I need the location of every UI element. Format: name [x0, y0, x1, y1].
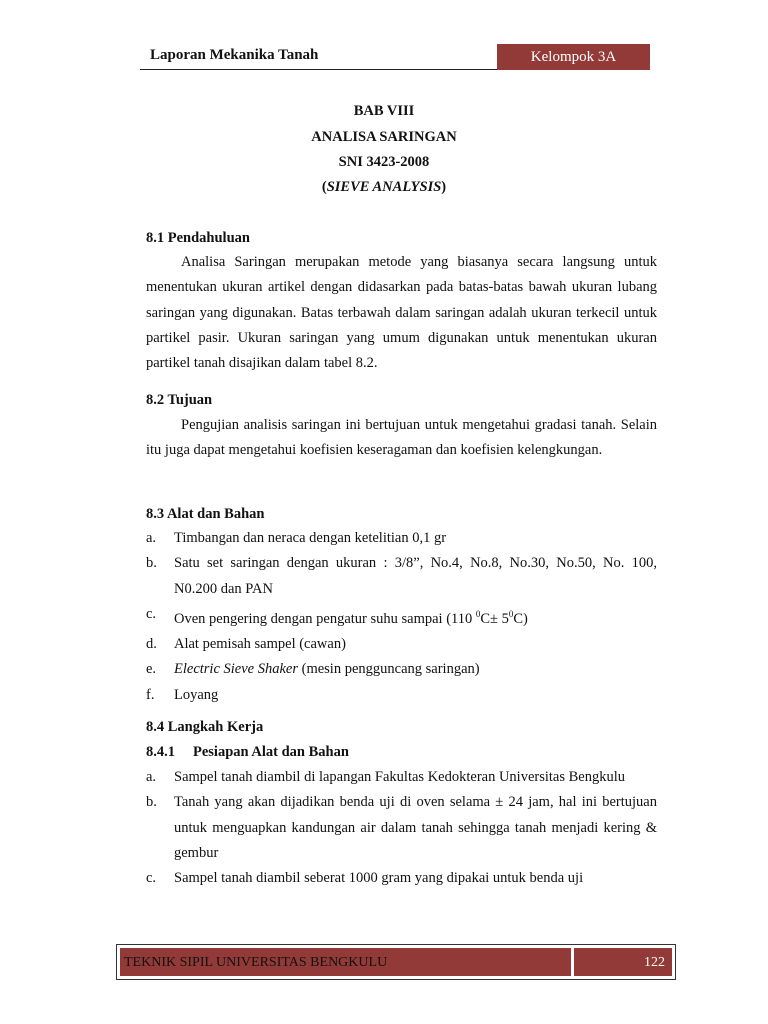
subsection-title: Pesiapan Alat dan Bahan [193, 744, 349, 760]
list-item-text: Sampel tanah diambil seberat 1000 gram yang dipakai untuk benda uji [174, 870, 584, 887]
list-item-text: (mesin pengguncang saringan) [298, 661, 480, 678]
header-group-badge [497, 44, 650, 70]
list-item-text: Tanah yang akan dijadikan benda uji di oven selama ± 24 jam, hal ini bertujuan untuk menguapkan kandungan air dalam tanah sehingga tanah menjadi kering & gembur [174, 794, 657, 861]
equipment-list [146, 526, 657, 708]
list-item-text: Timbangan dan neraca dengan ketelitian 0,1 gr [174, 530, 447, 546]
chapter-subtitle: (SIEVE ANALYSIS) [321, 179, 447, 195]
chapter-subtitle-italic: SIEVE ANALYSIS [326, 179, 442, 195]
subsection-heading-8-4-1 [146, 744, 349, 761]
subsection-number: 8.4.1 [146, 744, 175, 760]
list-item-text: Loyang [174, 686, 219, 703]
superscript-degree: 0 [508, 608, 514, 619]
footer-institution: TEKNIK SIPIL UNIVERSITAS BENGKULU [124, 955, 388, 970]
list-item [146, 632, 657, 657]
chapter-title: ANALISA SARINGAN [311, 129, 457, 145]
list-marker: c. [146, 870, 157, 887]
list-marker: d. [146, 636, 157, 653]
chapter-number: BAB VIII [353, 103, 415, 119]
list-item-text: Sampel tanah diambil di lapangan Fakultas Kedokteran Universitas Bengkulu [174, 769, 626, 785]
header-underline [140, 69, 498, 70]
chapter-standard: SNI 3423-2008 [338, 154, 430, 170]
list-marker: f. [146, 686, 155, 703]
group-label: Kelompok 3A [530, 48, 617, 65]
list-marker: e. [146, 661, 157, 678]
section-heading-8-1: 8.1 Pendahuluan [146, 230, 250, 246]
procedure-list [146, 765, 657, 891]
header-title: Laporan Mekanika Tanah [150, 47, 319, 63]
footer [116, 944, 676, 980]
list-item [146, 866, 657, 891]
page-number: 122 [644, 955, 665, 970]
list-item [146, 683, 657, 708]
list-marker: a. [146, 769, 157, 785]
list-item-text: Oven pengering dengan pengatur suhu sampai (110 $^0C\pm 5^0C$) [174, 608, 528, 627]
list-marker: a. [146, 530, 157, 546]
list-item-italic: Electric Sieve Shaker [174, 661, 298, 678]
list-marker: b. [146, 794, 157, 811]
list-item-text: Satu set saringan dengan ukuran : 3/8”, No.4, No.8, No.30, No.50, No. 100, N0.200 dan PAN [174, 555, 657, 597]
list-item [146, 765, 657, 790]
section-heading-8-2: 8.2 Tujuan [146, 392, 213, 408]
list-item [146, 657, 657, 682]
section-heading-8-4: 8.4 Langkah Kerja [146, 719, 264, 735]
list-item [146, 526, 657, 551]
list-item [146, 602, 657, 632]
section-heading-8-3: 8.3 Alat dan Bahan [146, 506, 265, 522]
footer-separator [571, 948, 574, 976]
list-item [146, 790, 657, 866]
list-item-text: Alat pemisah sampel (cawan) [174, 636, 346, 653]
section-body-8-1: Analisa Saringan merupakan metode yang biasanya secara langsung untuk menentukan ukuran artikel dengan didasarkan pada batas-batas bawah ukuran lubang saringan yang digunakan. Batas terbawah dalam saringan adalah ukuran terkecil untuk partikel pasir. Ukuran saringan yang umum digunakan untuk menentukan ukuran partikel tanah disajikan dalam tabel 8.2. [146, 254, 657, 372]
section-body-8-2: Pengujian analisis saringan ini bertujuan untuk mengetahui gradasi tanah. Selain itu juga dapat mengetahui koefisien keseragaman dan koefisien kelengkungan. [146, 417, 657, 459]
superscript-degree: 0 [475, 608, 481, 619]
list-marker: b. [146, 555, 157, 572]
list-marker: c. [146, 605, 157, 622]
list-item [146, 551, 657, 602]
